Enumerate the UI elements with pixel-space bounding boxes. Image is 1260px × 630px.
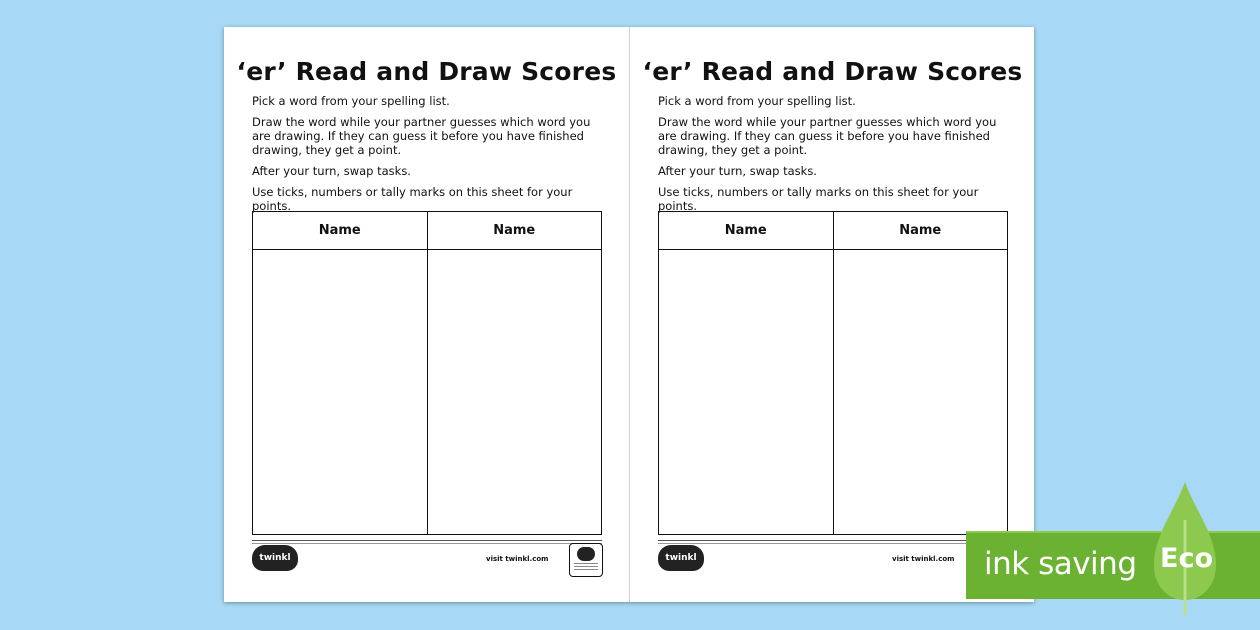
table-header-name-2: Name: [833, 212, 1008, 250]
table-header-name-1: Name: [659, 212, 834, 250]
twinkl-logo: twinkl: [658, 545, 704, 571]
footer-rule: [252, 540, 602, 541]
footer-rule: [658, 540, 1008, 541]
instruction-4: Use ticks, numbers or tally marks on this sheet for your points.: [658, 185, 979, 213]
table-header-name-2: Name: [427, 212, 602, 250]
instruction-1: Pick a word from your spelling list.: [252, 94, 450, 108]
score-table: [252, 211, 602, 535]
eco-label: Eco: [1160, 543, 1213, 574]
score-cell-2: [833, 250, 1008, 535]
instruction-2: Draw the word while your partner guesses which word you are drawing. If they can guess it before you have finished drawing, they get a point.: [658, 115, 997, 157]
instruction-1: Pick a word from your spelling list.: [658, 94, 856, 108]
quality-badge-icon: [569, 543, 603, 577]
visit-text: visit twinkl.com: [486, 555, 549, 563]
instruction-4: Use ticks, numbers or tally marks on this sheet for your points.: [252, 185, 573, 213]
score-cell-1: [659, 250, 834, 535]
footer-rule-secondary: [658, 543, 1008, 544]
instructions: [252, 94, 604, 220]
page-title: ‘er’ Read and Draw Scores: [236, 57, 617, 86]
score-cell-1: [253, 250, 428, 535]
instruction-2: Draw the word while your partner guesses which word you are drawing. If they can guess it before you have finished drawing, they get a point.: [252, 115, 591, 157]
score-cell-2: [427, 250, 602, 535]
footer-rule-secondary: [252, 543, 602, 544]
worksheet-preview: [224, 27, 1034, 602]
score-table: [658, 211, 1008, 535]
worksheet-page-left: [224, 27, 629, 602]
twinkl-logo: twinkl: [252, 545, 298, 571]
visit-text: visit twinkl.com: [892, 555, 955, 563]
ink-saving-text: ink saving: [984, 546, 1137, 582]
instruction-3: After your turn, swap tasks.: [252, 164, 411, 178]
page-title: ‘er’ Read and Draw Scores: [642, 57, 1023, 86]
worksheet-page-right: [630, 27, 1035, 602]
instructions: [658, 94, 1010, 220]
instruction-3: After your turn, swap tasks.: [658, 164, 817, 178]
table-header-name-1: Name: [253, 212, 428, 250]
